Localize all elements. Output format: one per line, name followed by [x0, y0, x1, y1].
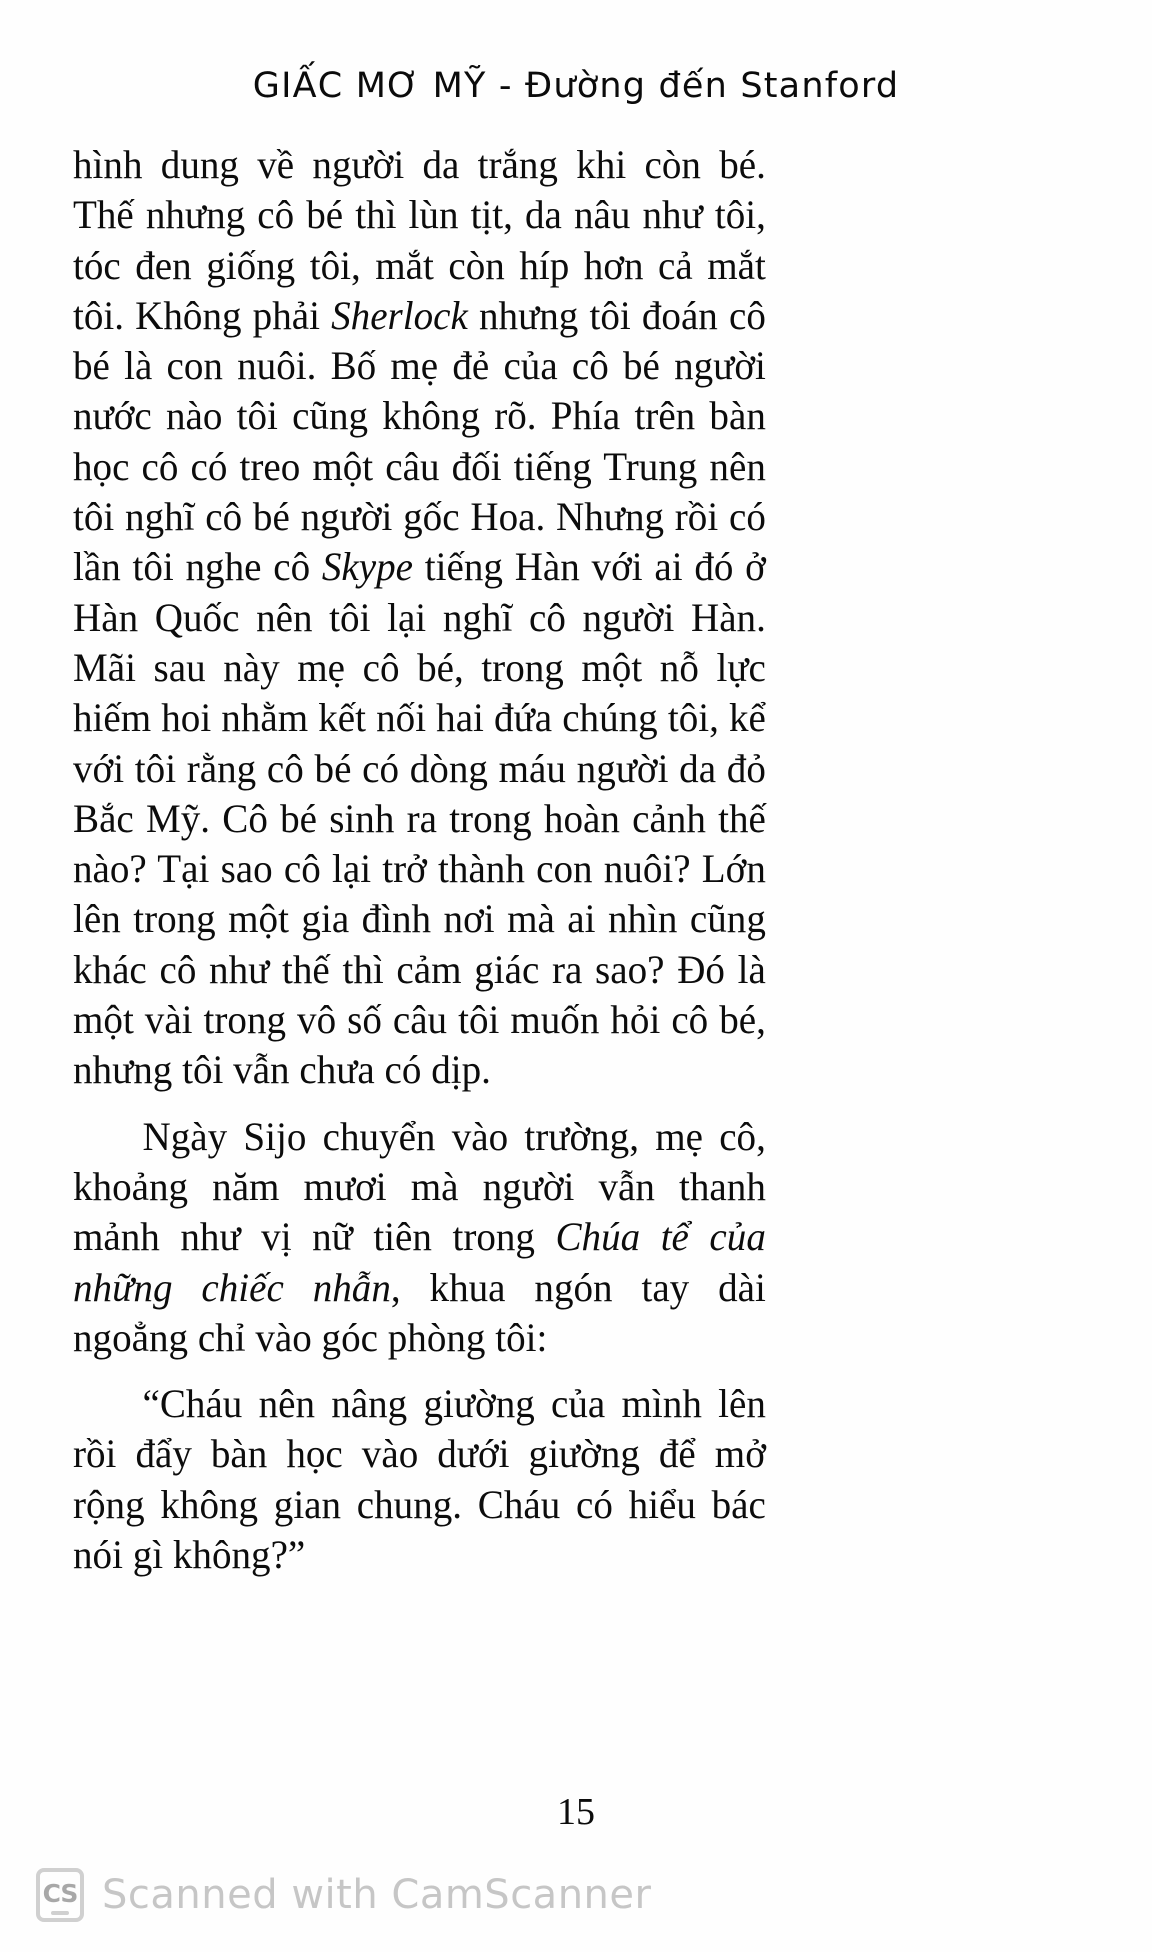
paragraph-quote: “Cháu nên nâng giường của mình lên rồi đẩy bàn học vào dưới giường để mở rộng không gian chung. Cháu có hiểu bác nói gì không?” [73, 1381, 766, 1578]
camscanner-watermark-text: Scanned with CamScanner [102, 1872, 652, 1918]
paragraph-sijo: Ngày Sijo chuyển vào trường, mẹ cô, khoảng năm mươi mà người vẫn thanh mảnh như vị nữ tiên trong Chúa tể của những chiếc nhẫn, khua ngón tay dài ngoẳng chỉ vào góc phòng tôi: [73, 1113, 766, 1360]
camscanner-watermark [36, 1868, 651, 1922]
page-number: 15 [557, 1791, 595, 1833]
paragraph-continuation: hình dung về người da trắng khi còn bé. Thế nhưng cô bé thì lùn tịt, da nâu như tôi, tóc đen giống tôi, mắt còn híp hơn cả mắt tôi. Không phải Sherlock nhưng tôi đoán cô bé là con nuôi. Bố mẹ đẻ của cô bé người nước nào tôi cũng không rõ. Phía trên bàn học cô có treo một câu đối tiếng Trung nên tôi nghĩ cô bé người gốc Hoa. Nhưng rồi có lần tôi nghe cô Skype tiếng Hàn với ai đó ở Hàn Quốc nên tôi lại nghĩ cô người Hàn. Mãi sau này mẹ cô bé, trong một nỗ lực hiếm hoi nhằm kết nối hai đứa chúng tôi, kể với tôi rằng cô bé có dòng máu người da đỏ Bắc Mỹ. Cô bé sinh ra trong hoàn cảnh thế nào? Tại sao cô lại trở thành con nuôi? Lớn lên trong một gia đình nơi mà ai nhìn cũng khác cô như thế thì cảm giác ra sao? Đó là một vài trong vô số câu tôi muốn hỏi cô bé, nhưng tôi vẫn chưa có dịp. [73, 142, 766, 1093]
camscanner-badge-label: CS [42, 1878, 78, 1908]
italic-run: Skype [321, 544, 414, 590]
camscanner-logo-icon [36, 1868, 84, 1922]
italic-run: Sherlock [331, 292, 468, 338]
body-text-block [73, 140, 791, 1580]
running-head: GIẤC MƠ MỸ - Đường đến Stanford [252, 66, 900, 106]
italic-run: Chúa tể của những chiếc nhẫn [73, 1214, 766, 1310]
